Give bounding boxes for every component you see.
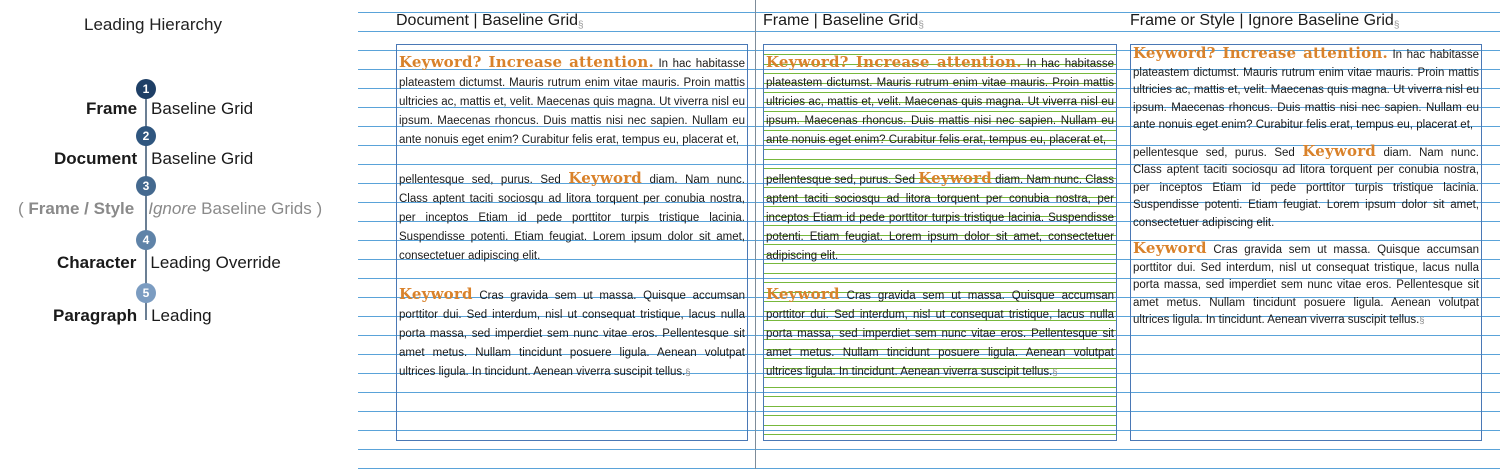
pilcrow-icon: § xyxy=(1393,20,1400,31)
keyword-heading: Keyword? Increase attention. xyxy=(399,53,654,71)
end-mark-icon: § xyxy=(685,367,691,377)
pilcrow-icon: § xyxy=(578,20,584,31)
keyword-lead: Keyword xyxy=(1133,239,1207,257)
frame-1-text xyxy=(399,53,745,382)
text-frame-ignore-grid xyxy=(1130,44,1482,441)
paragraph-2b: diam. Nam nunc. Class aptent taciti sociosqu ad litora torquent per conubia nostra, per inceptos Etiam id pede porttitor turpis tristique lacinia. Suspendisse potenti. Etiam feugiat. Lorem ipsum dolor sit amet, consectetuer adipiscing elit. xyxy=(766,174,1114,262)
hierarchy-title: Leading Hierarchy xyxy=(84,15,222,34)
paragraph-3: Cras gravida sem ut massa. Quisque accumsan porttitor dui. Sed interdum, nisl ut consequat tristique, lacus nulla porta massa, sed imperdiet sem nunc vitae eros. Pellentesque sit amet metus. Nullam tincidunt posuere ligula. Aenean volutpat ultrices ligula. In tincidunt. Aenean viverra suscipit tellus. xyxy=(766,290,1115,378)
frame-gridline xyxy=(764,434,1116,435)
frame-gridline xyxy=(764,415,1116,416)
column-2-header-text: Frame | Baseline Grid xyxy=(763,12,919,29)
baseline-gridline xyxy=(358,449,1500,450)
column-1-header-text: Document | Baseline Grid xyxy=(396,12,579,29)
column-3-header-text: Frame or Style | Ignore Baseline Grid xyxy=(1130,12,1394,29)
keyword-inline: Keyword xyxy=(1302,141,1376,160)
frame-gridline xyxy=(764,406,1116,407)
pilcrow-icon: § xyxy=(918,20,924,31)
column-1-header xyxy=(396,12,584,31)
keyword-lead: Keyword xyxy=(399,285,473,303)
keyword-heading: Keyword? Increase attention. xyxy=(1133,44,1388,62)
paragraph-3: Cras gravida sem ut massa. Quisque accumsan porttitor dui. Sed interdum, nisl ut consequat tristique, lacus nulla porta massa, sed imperdiet sem nunc vitae eros. Pellentesque sit amet metus. Nullam tincidunt posuere ligula. Aenean volutpat ultrices ligula. In tincidunt. Aenean viverra suscipit tellus. xyxy=(1133,244,1479,326)
step-1-badge: 1 xyxy=(136,79,156,99)
step-4-label: Character Leading Override xyxy=(57,253,281,272)
step-3-badge: 3 xyxy=(136,176,156,196)
paragraph-2b: diam. Nam nunc. Class aptent taciti sociosqu ad litora torquent per conubia nostra, per inceptos Etiam id pede porttitor turpis tristique lacinia. Suspendisse potenti. Etiam feugiat. Lorem ipsum dolor sit amet, consectetuer adipiscing elit. xyxy=(399,174,745,262)
step-2-label: Document Baseline Grid xyxy=(54,149,254,168)
frame-gridline xyxy=(764,396,1116,397)
paragraph-2a: pellentesque sed, purus. Sed xyxy=(399,174,561,186)
column-3-header xyxy=(1130,12,1399,31)
step-1-label: Frame Baseline Grid xyxy=(86,99,254,118)
frame-2-text xyxy=(766,53,1114,382)
step-2-badge: 2 xyxy=(136,126,156,146)
paragraph-2a: pellentesque sed, purus. Sed xyxy=(1133,146,1295,159)
text-frame-document-grid xyxy=(396,44,748,441)
step-5-label: Paragraph Leading xyxy=(53,306,212,325)
baseline-gridline xyxy=(358,31,1500,32)
paragraph-1: In hac habitasse plateastem dictumst. Mauris rutrum enim vitae mauris. Proin mattis ultricies ac, mattis et, velit. Maecenas quis magna. Ut viverra nisl eu ipsum. Maecenas rhoncus. Duis mattis nisi nec sapien. Nullam eu ante nonuis eget enim? Curabitur felis erat, tempus eu, placerat et, xyxy=(1133,49,1479,131)
paragraph-2a: pellentesque sed, purus. Sed xyxy=(766,174,915,186)
keyword-heading: Keyword? Increase attention. xyxy=(766,53,1022,71)
paragraph-1: In hac habitasse plateastem dictumst. Mauris rutrum enim vitae mauris. Proin mattis ultricies ac, mattis et, velit. Maecenas quis magna. Ut viverra nisl eu ipsum. Maecenas rhoncus. Duis mattis nisi nec sapien. Nullam eu ante nonuis eget enim? Curabitur felis erat, tempus eu, placerat et, xyxy=(399,58,745,146)
column-2-header xyxy=(763,12,924,31)
end-mark-icon: § xyxy=(1052,367,1058,377)
frame-gridline xyxy=(764,425,1116,426)
column-divider xyxy=(755,0,756,469)
text-frame-frame-grid xyxy=(763,44,1117,441)
paragraph-3: Cras gravida sem ut massa. Quisque accumsan porttitor dui. Sed interdum, nisl ut consequat tristique, lacus nulla porta massa, sed imperdiet sem nunc vitae eros. Pellentesque sit amet metus. Nullam tincidunt posuere ligula. Aenean volutpat ultrices ligula. In tincidunt. Aenean viverra suscipit tellus. xyxy=(399,290,745,378)
frame-3-text xyxy=(1133,45,1479,330)
keyword-inline: Keyword xyxy=(918,169,992,187)
paragraph-2b: diam. Nam nunc. Class aptent taciti sociosqu ad litora torquent per conubia nostra, per inceptos Etiam id pede porttitor turpis tristique lacinia. Suspendisse potenti. Etiam feugiat. Lorem ipsum dolor sit amet, consectetuer adipiscing elit. xyxy=(1133,146,1479,229)
step-4-badge: 4 xyxy=(136,230,156,250)
keyword-lead: Keyword xyxy=(766,285,840,303)
end-mark-icon: § xyxy=(1419,315,1425,325)
frame-gridline xyxy=(764,387,1116,388)
keyword-inline: Keyword xyxy=(568,169,642,187)
step-5-badge: 5 xyxy=(136,283,156,303)
step-3-label: ( Frame / Style Ignore Baseline Grids ) xyxy=(18,199,323,218)
paragraph-1: In hac habitasse plateastem dictumst. Mauris rutrum enim vitae mauris. Proin mattis ultricies ac, mattis et, velit. Maecenas quis magna. Ut viverra nisl eu ipsum. Maecenas rhoncus. Duis mattis nisi nec sapien. Nullam eu ante nonuis eget enim? Curabitur felis erat, tempus eu, placerat et, xyxy=(766,58,1114,146)
